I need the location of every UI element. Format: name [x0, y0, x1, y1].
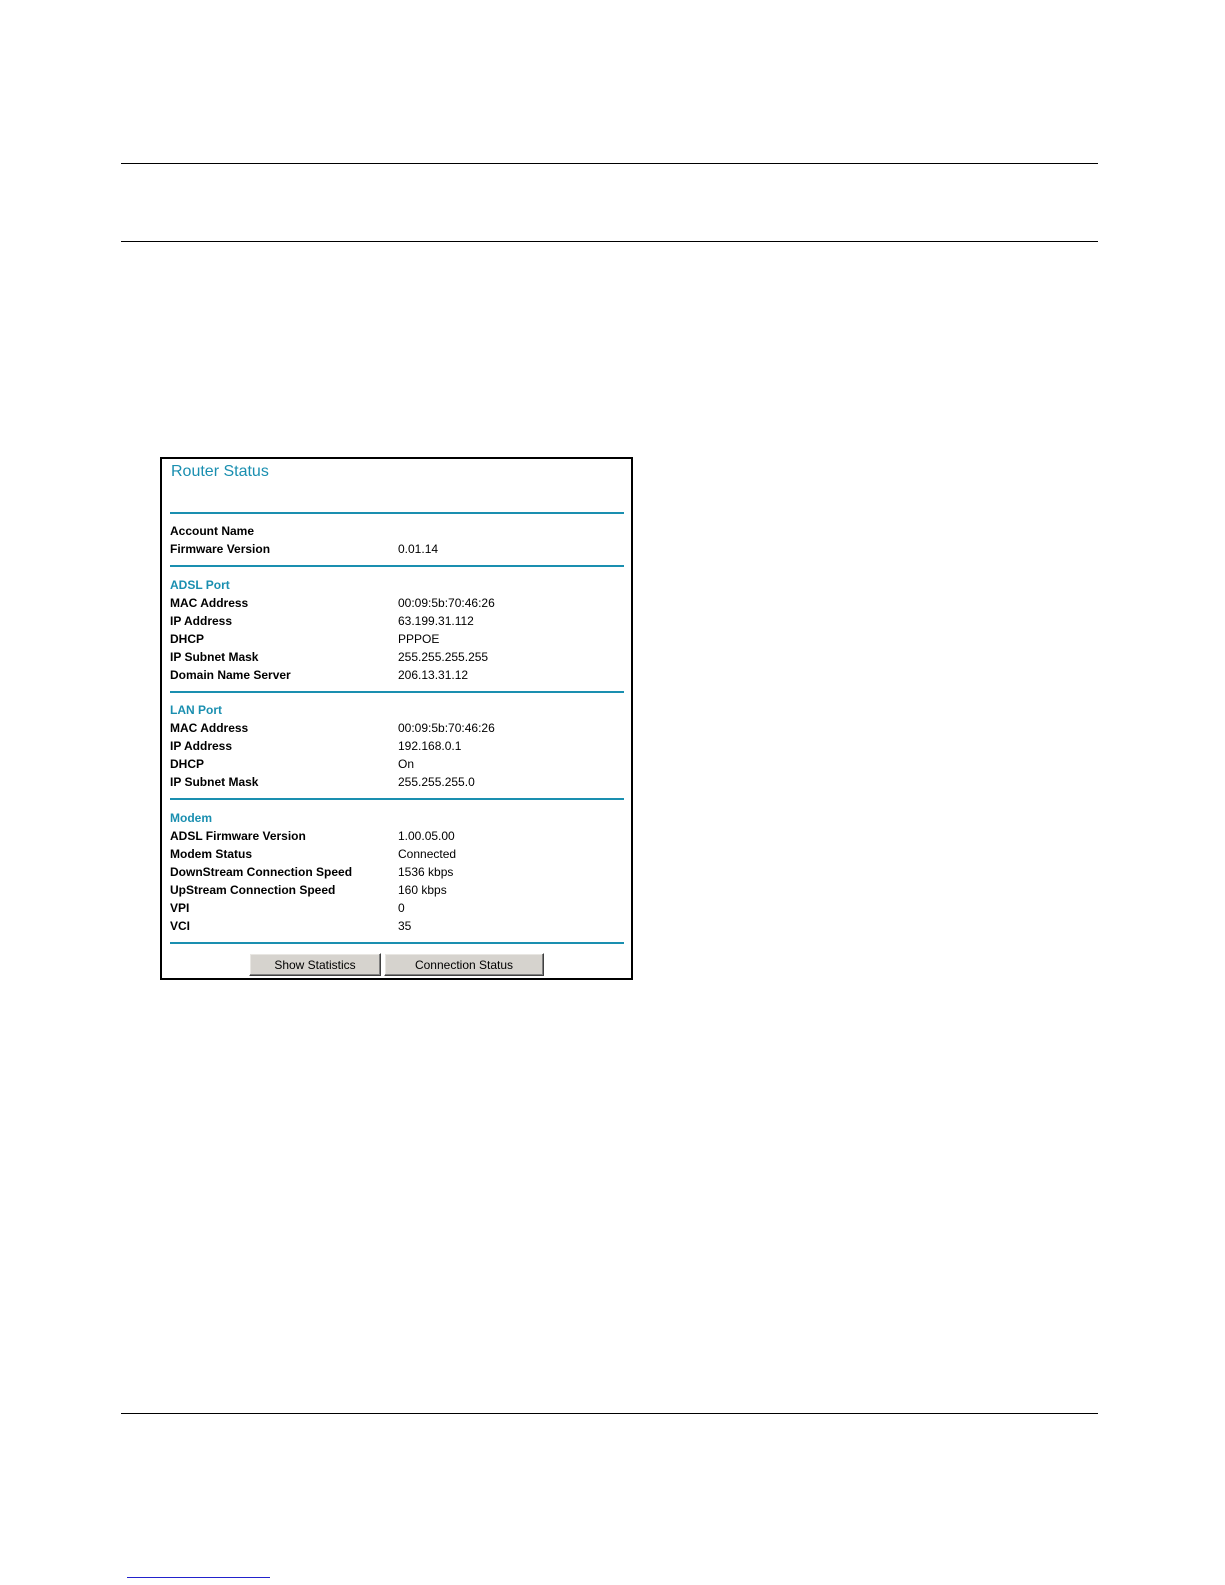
row-value: 0.01.14: [398, 542, 439, 556]
row-modem-vci: [170, 918, 624, 935]
row-adsl-mac: [170, 595, 624, 612]
row-value: Connected: [398, 847, 457, 861]
row-label: ADSL Firmware Version: [170, 829, 306, 843]
row-lan-mac: [170, 720, 624, 737]
row-value: 1536 kbps: [398, 865, 454, 879]
row-label: IP Address: [170, 739, 233, 753]
page-header-rule-top: [121, 163, 1098, 164]
row-adsl-dhcp: [170, 631, 624, 648]
row-firmware-version: [170, 541, 624, 558]
row-value: 255.255.255.255: [398, 650, 489, 664]
row-adsl-subnet: [170, 649, 624, 666]
row-value: 00:09:5b:70:46:26: [398, 721, 495, 735]
row-value: On: [398, 757, 415, 771]
section-divider: [170, 565, 624, 567]
row-lan-subnet: [170, 774, 624, 791]
connection-status-button[interactable]: Connection Status: [384, 953, 544, 976]
row-value: 1.00.05.00: [398, 829, 455, 843]
row-lan-ip: [170, 738, 624, 755]
footer-link-underline[interactable]: [127, 1577, 270, 1578]
section-divider: [170, 942, 624, 944]
row-value: PPPOE: [398, 632, 440, 646]
row-label: IP Subnet Mask: [170, 775, 259, 789]
row-value: 00:09:5b:70:46:26: [398, 596, 495, 610]
row-account-name: [170, 523, 624, 540]
row-value: 63.199.31.112: [398, 614, 474, 628]
panel-title: Router Status: [171, 463, 269, 480]
row-value: 35: [398, 919, 412, 933]
row-label: VCI: [170, 919, 191, 933]
row-label: UpStream Connection Speed: [170, 883, 336, 897]
row-value: 160 kbps: [398, 883, 447, 897]
row-label: DHCP: [170, 757, 205, 771]
row-modem-firmware: [170, 828, 624, 845]
row-adsl-ip: [170, 613, 624, 630]
row-label: VPI: [170, 901, 190, 915]
row-label: Modem Status: [170, 847, 253, 861]
row-label: Firmware Version: [170, 542, 271, 556]
section-divider: [170, 798, 624, 800]
row-lan-dhcp: [170, 756, 624, 773]
row-modem-downstream: [170, 864, 624, 881]
section-heading-modem: Modem: [170, 811, 212, 825]
show-statistics-button[interactable]: Show Statistics: [249, 953, 381, 976]
section-heading-lan: LAN Port: [170, 703, 222, 717]
row-label: MAC Address: [170, 596, 249, 610]
row-label: IP Address: [170, 614, 233, 628]
row-value: 192.168.0.1: [398, 739, 462, 753]
router-status-panel: [160, 457, 633, 980]
page-header-rule-bottom: [121, 241, 1098, 242]
row-label: DHCP: [170, 632, 205, 646]
row-value: 255.255.255.0: [398, 775, 475, 789]
row-label: Account Name: [170, 524, 255, 538]
row-label: MAC Address: [170, 721, 249, 735]
row-adsl-dns: [170, 667, 624, 684]
section-divider: [170, 512, 624, 514]
section-divider: [170, 691, 624, 693]
row-label: IP Subnet Mask: [170, 650, 259, 664]
row-value: 0: [398, 901, 405, 915]
section-heading-adsl: ADSL Port: [170, 578, 230, 592]
row-modem-status: [170, 846, 624, 863]
row-label: DownStream Connection Speed: [170, 865, 353, 879]
page-footer-rule: [121, 1413, 1098, 1414]
row-modem-vpi: [170, 900, 624, 917]
row-value: 206.13.31.12: [398, 668, 469, 682]
row-label: Domain Name Server: [170, 668, 291, 682]
row-modem-upstream: [170, 882, 624, 899]
